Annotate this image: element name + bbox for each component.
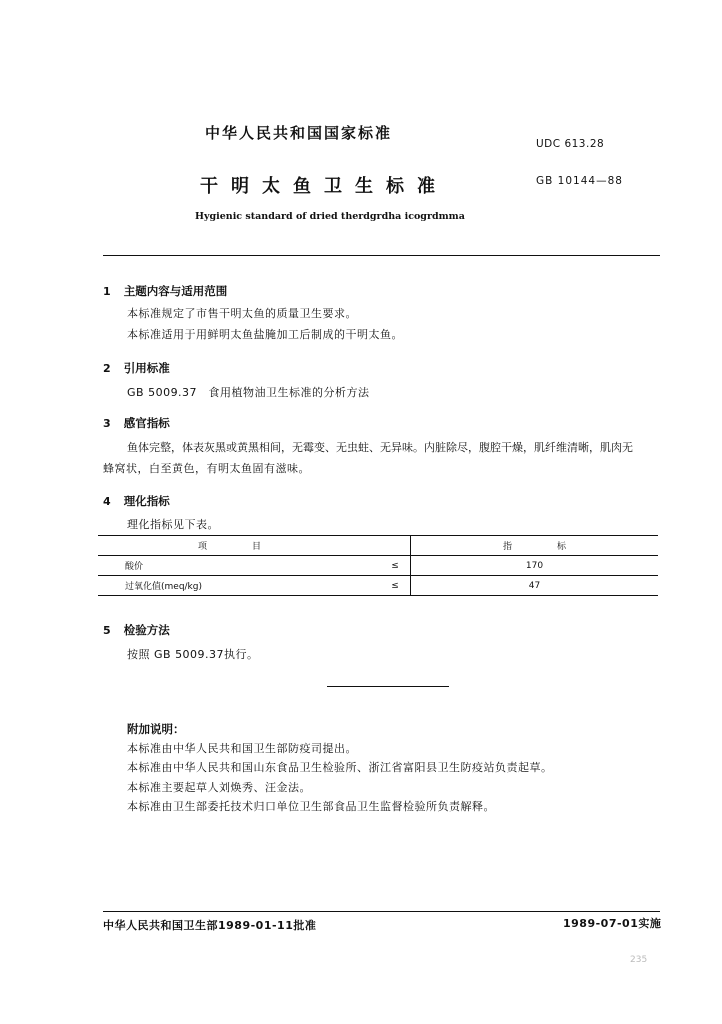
paragraph: 蜂窝状，白至黄色，有明太鱼固有滋味。 [103, 462, 310, 475]
table-cell-value: 47 [411, 576, 659, 596]
standard-title: 干明太鱼卫生标准 [200, 176, 448, 197]
table-header-row [98, 536, 658, 556]
note-line: 本标准由中华人民共和国卫生部防疫司提出。 [127, 742, 357, 755]
table-cell-value: 170 [411, 556, 659, 576]
paragraph: 鱼体完整，体表灰黑或黄黑相间，无霉变、无虫蛀、无异味。内脏除尽，腹腔干燥，肌纤维清晰，肌肉无 [127, 441, 633, 454]
physicochemical-table [98, 535, 658, 596]
section-5-heading [103, 619, 170, 638]
table-cell-operator: ≤ [380, 556, 411, 576]
table-row [98, 576, 658, 596]
section-number: 2 [103, 362, 111, 375]
gb-number: GB 10144—88 [536, 175, 623, 187]
paragraph: 理化指标见下表。 [127, 518, 219, 531]
paragraph: GB 5009.37 食用植物油卫生标准的分析方法 [127, 386, 370, 399]
section-title: 主题内容与适用范围 [123, 284, 228, 298]
paragraph: 本标准适用于用鲜明太鱼盐腌加工后制成的干明太鱼。 [127, 328, 403, 341]
english-title: Hygienic standard of dried therdgrdha icogrdmma [195, 211, 465, 222]
table-header-index: 指 标 [411, 536, 659, 556]
note-line: 本标准主要起草人刘焕秀、汪金法。 [127, 781, 311, 794]
section-number: 4 [103, 495, 111, 508]
end-rule [327, 686, 449, 687]
approval-date: 中华人民共和国卫生部1989-01-11批准 [103, 919, 317, 932]
footer-rule [103, 911, 660, 912]
udc-code: UDC 613.28 [536, 138, 605, 150]
section-title: 引用标准 [123, 361, 170, 375]
section-4-heading [103, 490, 170, 509]
paragraph: 本标准规定了市售干明太鱼的质量卫生要求。 [127, 307, 357, 320]
table-cell-item: 过氧化值(meq/kg) [98, 576, 380, 596]
table-cell-item: 酸价 [98, 556, 380, 576]
section-number: 5 [103, 624, 111, 637]
section-1-heading [103, 280, 227, 299]
table-cell-operator: ≤ [380, 576, 411, 596]
note-line: 本标准由中华人民共和国山东食品卫生检验所、浙江省富阳县卫生防疫站负责起草。 [127, 761, 553, 774]
section-title: 感官指标 [123, 416, 170, 430]
section-number: 3 [103, 417, 111, 430]
section-title: 理化指标 [123, 494, 170, 508]
paragraph: 按照 GB 5009.37执行。 [127, 648, 259, 661]
table-header-item: 项 目 [98, 536, 411, 556]
issuer-title: 中华人民共和国国家标准 [205, 124, 393, 142]
table-row [98, 556, 658, 576]
section-3-heading [103, 412, 170, 431]
section-number: 1 [103, 285, 111, 298]
section-title: 检验方法 [123, 623, 170, 637]
page-number: 235 [630, 955, 648, 965]
note-line: 本标准由卫生部委托技术归口单位卫生部食品卫生监督检验所负责解释。 [127, 800, 495, 813]
notes-title: 附加说明： [127, 722, 185, 736]
header-rule [103, 255, 660, 256]
implementation-date: 1989-07-01实施 [563, 917, 662, 930]
section-2-heading [103, 357, 170, 376]
